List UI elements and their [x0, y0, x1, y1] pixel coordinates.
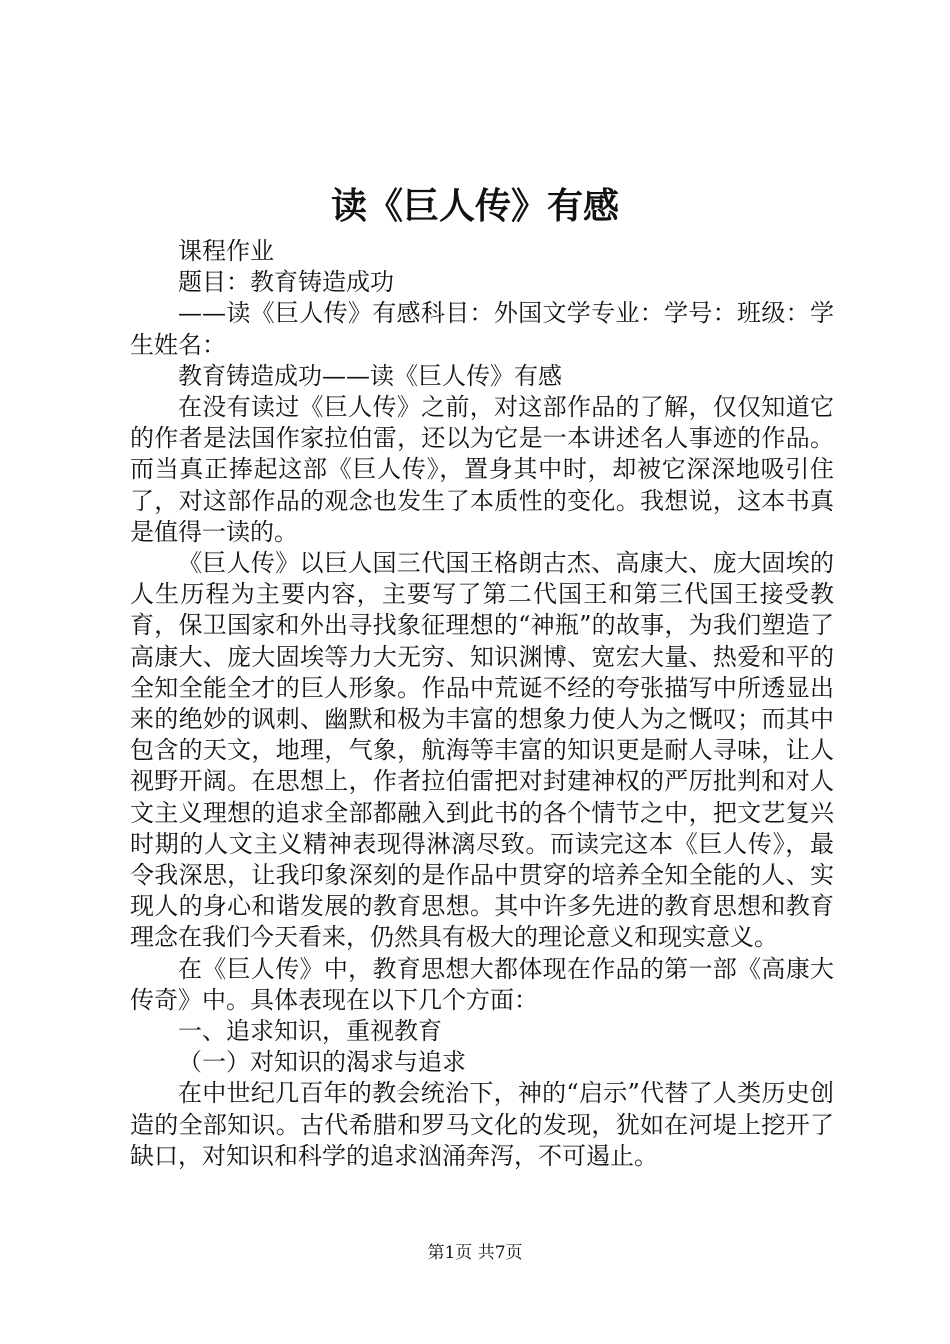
paragraph-medieval-context: 在中世纪几百年的教会统治下，神的“启示”代替了人类历史创造的全部知识。古代希腊和罗马文化的发现，犹如在河堤上挖开了缺口，对知识和科学的追求汹涌奔泻，不可遏止。	[130, 1079, 834, 1170]
document-body	[130, 236, 834, 1172]
paragraph-summary: 《巨人传》以巨人国三代国王格朗古杰、高康大、庞大固埃的人生历程为主要内容，主要写了第二代国王和第三代国王接受教育，保卫国家和外出寻找象征理想的“神瓶”的故事，为我们塑造了高康大、庞大固埃等力大无穷、知识渊博、宽宏大量、热爱和平的全知全能全才的巨人形象。作品中荒诞不经的夸张描写中所透显出来的绝妙的讽刺、幽默和极为丰富的想象力使人为之慨叹；而其中包含的天文，地理，气象，航海等丰富的知识更是耐人寻味，让人视野开阔。在思想上，作者拉伯雷把对封建神权的严厉批判和对人文主义理想的追求全部都融入到此书的各个情节之中，把文艺复兴时期的人文主义精神表现得淋漓尽致。而读完这本《巨人传》，最令我深思，让我印象深刻的是作品中贯穿的培养全知全能的人、实现人的身心和谐发展的教育思想。其中许多先进的教育思想和教育理念在我们今天看来，仍然具有极大的理论意义和现实意义。	[130, 549, 834, 952]
paragraph-subtitle-meta: ——读《巨人传》有感科目：外国文学专业：学号：班级：学生姓名：	[130, 299, 834, 359]
page-footer: 第1页 共7页	[427, 1243, 523, 1263]
subsection-heading-1: （一）对知识的渴求与追求	[178, 1048, 466, 1077]
paragraph-education-overview: 在《巨人传》中，教育思想大都体现在作品的第一部《高康大传奇》中。具体表现在以下几个方面：	[130, 954, 834, 1014]
paragraph-topic: 题目：教育铸造成功	[178, 268, 394, 297]
paragraph-course-label: 课程作业	[178, 237, 274, 265]
document-title: 读《巨人传》有感	[330, 186, 619, 227]
paragraph-intro: 在没有读过《巨人传》之前，对这部作品的了解，仅仅知道它的作者是法国作家拉伯雷，还以为它是一本讲述名人事迹的作品。而当真正捧起这部《巨人传》，置身其中时，却被它深深地吸引住了，对这部作品的观念也发生了本质性的变化。我想说，这本书真是值得一读的。	[130, 393, 834, 546]
section-heading-1: 一、追求知识，重视教育	[178, 1017, 442, 1046]
paragraph-essay-heading: 教育铸造成功——读《巨人传》有感	[178, 361, 562, 390]
